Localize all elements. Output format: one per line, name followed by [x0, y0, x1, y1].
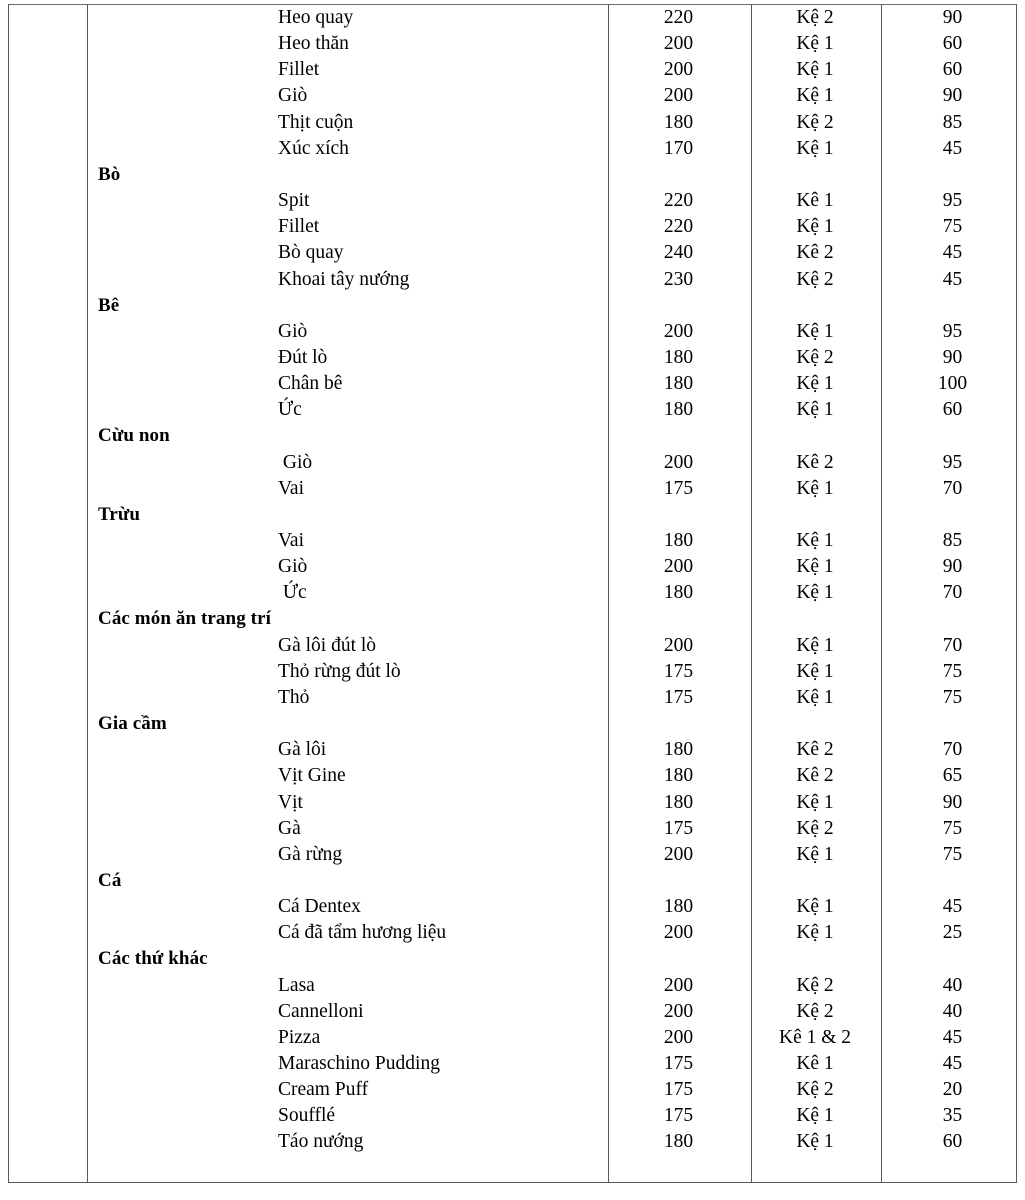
item-temperature-value: 180: [663, 582, 694, 604]
item-time-value: 70: [942, 582, 963, 604]
category-label: Trừu: [98, 503, 141, 525]
item-time-value: 90: [942, 7, 963, 28]
item-temperature-value: 180: [663, 896, 694, 918]
item-shelf-value: Kệ 1: [796, 373, 834, 395]
item-name: Maraschino Pudding: [278, 1053, 440, 1074]
category-row: [8, 946, 1017, 972]
item-time-value: 75: [942, 686, 963, 708]
item-name: Gà: [278, 817, 301, 839]
item-name: Thịt cuộn: [278, 111, 354, 133]
item-temperature-value: 240: [663, 242, 694, 264]
item-temperature-value: 200: [663, 85, 694, 107]
item-temperature-value: 200: [663, 843, 694, 865]
item-temperature-value: 170: [663, 137, 694, 159]
item-shelf-value: Kệ 1: [796, 320, 834, 342]
item-time-value: 85: [942, 111, 963, 133]
item-name: Heo quay: [278, 7, 354, 28]
table-row: [8, 633, 1017, 659]
item-temperature-value: 200: [663, 451, 694, 473]
item-time-value: 20: [942, 1079, 963, 1101]
item-temperature-value: 180: [663, 739, 694, 761]
table-row: [8, 528, 1017, 554]
item-time-value: 90: [942, 85, 963, 107]
item-shelf-value: Kệ 2: [796, 974, 834, 996]
table-row: [8, 345, 1017, 371]
table-row: [8, 83, 1017, 109]
item-temperature-value: 180: [663, 346, 694, 368]
item-time-value: 40: [942, 1000, 963, 1022]
item-shelf-value: Kệ 1: [796, 1105, 834, 1127]
table-row: [8, 1051, 1017, 1077]
item-shelf-value: Kệ 2: [796, 817, 834, 839]
item-shelf-value: Kệ 2: [796, 111, 834, 133]
item-shelf-value: Kệ 1: [796, 660, 834, 682]
table-row: [8, 397, 1017, 423]
item-time-value: 90: [942, 556, 963, 578]
table-row: [8, 920, 1017, 946]
table-row: [8, 1025, 1017, 1051]
item-time-value: 90: [942, 346, 963, 368]
item-time-value: 35: [942, 1105, 963, 1127]
item-temperature-value: 200: [663, 1000, 694, 1022]
table-row: [8, 267, 1017, 293]
table-row: [8, 450, 1017, 476]
item-name: Soufflé: [278, 1105, 336, 1127]
item-name: Thỏ: [278, 686, 310, 708]
category-row: [8, 162, 1017, 188]
item-time-value: 60: [942, 1131, 963, 1153]
item-time-value: 85: [942, 530, 963, 551]
table-row: [8, 214, 1017, 240]
item-temperature-value: 175: [663, 686, 694, 708]
item-name: Vai: [278, 477, 304, 499]
table-row: [8, 816, 1017, 842]
item-time-value: 25: [942, 922, 963, 944]
table-row: [8, 580, 1017, 606]
item-shelf-value: Kệ 1: [796, 33, 834, 55]
item-name: Vịt Gine: [278, 765, 346, 787]
item-temperature-value: 220: [663, 7, 694, 28]
table-row: [8, 136, 1017, 162]
item-temperature-value: 175: [663, 1105, 694, 1127]
item-time-value: 40: [942, 974, 963, 996]
table-row: [8, 685, 1017, 711]
item-time-value: 75: [942, 660, 963, 682]
table-row: [8, 371, 1017, 397]
item-shelf-value: Kệ 1: [796, 216, 834, 238]
table-row: [8, 240, 1017, 266]
item-temperature-value: 180: [663, 111, 694, 133]
item-shelf-value: Kệ 1: [796, 85, 834, 107]
item-name: Táo nướng: [278, 1131, 364, 1153]
item-name: Spit: [278, 190, 310, 212]
table-row: [8, 476, 1017, 502]
item-time-value: 60: [942, 399, 963, 421]
table-row: [8, 763, 1017, 789]
item-name: Ức: [278, 399, 302, 421]
category-label: Bò: [98, 163, 121, 185]
item-time-value: 45: [942, 1053, 963, 1074]
item-name: Vai: [278, 530, 304, 551]
item-shelf-value: Kệ 1: [796, 1131, 834, 1153]
item-name: Đút lò: [278, 346, 328, 368]
item-shelf-value: Kệ 2: [796, 7, 834, 28]
item-temperature-value: 200: [663, 59, 694, 81]
item-temperature-value: 180: [663, 791, 694, 813]
item-shelf-value: Kệ 2: [796, 1000, 834, 1022]
item-temperature-value: 175: [663, 1079, 694, 1101]
item-name: Fillet: [278, 216, 320, 238]
item-temperature-value: 220: [663, 216, 694, 238]
table-body: [8, 4, 1017, 1183]
item-name: Giò: [278, 320, 308, 342]
item-temperature-value: 200: [663, 922, 694, 944]
item-time-value: 70: [942, 477, 963, 499]
table-row: [8, 842, 1017, 868]
item-name: Cá đã tẩm hương liệu: [278, 922, 447, 944]
table-row: [8, 319, 1017, 345]
item-shelf-value: Kệ 1: [796, 59, 834, 81]
item-temperature-value: 175: [663, 1053, 694, 1074]
item-name: Chân bê: [278, 373, 343, 395]
item-time-value: 95: [942, 190, 963, 212]
item-shelf-value: Kệ 2: [796, 346, 834, 368]
item-name: Cream Puff: [278, 1079, 369, 1101]
item-time-value: 90: [942, 791, 963, 813]
item-time-value: 75: [942, 843, 963, 865]
item-shelf-value: Kệ 1: [796, 582, 834, 604]
item-shelf-value: Kệ 1: [796, 137, 834, 159]
item-temperature-value: 200: [663, 320, 694, 342]
item-name: Thỏ rừng đút lò: [278, 660, 401, 682]
item-name: Giò: [278, 556, 308, 578]
item-temperature-value: 175: [663, 660, 694, 682]
item-name: Giò: [278, 85, 308, 107]
item-time-value: 70: [942, 739, 963, 761]
item-temperature-value: 180: [663, 399, 694, 421]
item-time-value: 100: [937, 373, 968, 395]
category-label: Gia cầm: [98, 713, 167, 735]
item-name: Ức: [278, 582, 307, 604]
item-name: Gà lôi đút lò: [278, 634, 377, 656]
category-label: Cừu non: [98, 425, 170, 447]
item-time-value: 75: [942, 216, 963, 238]
category-row: [8, 293, 1017, 319]
table-row: [8, 554, 1017, 580]
category-row: [8, 423, 1017, 449]
item-time-value: 45: [942, 137, 963, 159]
item-time-value: 65: [942, 765, 963, 787]
item-shelf-value: Kệ 2: [796, 268, 834, 290]
item-name: Gà rừng: [278, 843, 343, 865]
item-name: Khoai tây nướng: [278, 268, 410, 290]
table-row: [8, 110, 1017, 136]
item-shelf-value: Kệ 1: [796, 896, 834, 918]
item-temperature-value: 175: [663, 817, 694, 839]
item-time-value: 45: [942, 1026, 963, 1048]
item-name: Gà lôi: [278, 739, 327, 761]
item-shelf-value: Kê 1: [796, 1053, 834, 1074]
item-temperature-value: 230: [663, 268, 694, 290]
table-row: [8, 894, 1017, 920]
item-temperature-value: 200: [663, 634, 694, 656]
category-label: Các món ăn trang trí: [98, 608, 271, 630]
table-row: [8, 57, 1017, 83]
item-shelf-value: Kê 2: [796, 765, 834, 787]
table-row: [8, 1077, 1017, 1103]
category-row: [8, 868, 1017, 894]
item-name: Cannelloni: [278, 1000, 364, 1022]
item-temperature-value: 200: [663, 33, 694, 55]
item-temperature-value: 180: [663, 530, 694, 551]
item-shelf-value: Kệ 1: [796, 922, 834, 944]
table-row: [8, 5, 1017, 31]
category-row: [8, 606, 1017, 632]
item-time-value: 95: [942, 320, 963, 342]
item-name: Vịt: [278, 791, 303, 813]
item-time-value: 45: [942, 242, 963, 264]
item-time-value: 95: [942, 451, 963, 473]
category-row: [8, 502, 1017, 528]
item-time-value: 45: [942, 896, 963, 918]
item-name: Cá Dentex: [278, 896, 361, 918]
item-time-value: 60: [942, 33, 963, 55]
table-row: [8, 1129, 1017, 1155]
item-name: Lasa: [278, 974, 315, 996]
item-shelf-value: Kệ 2: [796, 1079, 834, 1101]
item-shelf-value: Kệ 1: [796, 477, 834, 499]
table-row: [8, 31, 1017, 57]
table-row: [8, 188, 1017, 214]
item-temperature-value: 200: [663, 1026, 694, 1048]
item-name: Fillet: [278, 59, 320, 81]
category-label: Bê: [98, 294, 120, 316]
item-temperature-value: 200: [663, 974, 694, 996]
table-row: [8, 973, 1017, 999]
item-shelf-value: Kệ 1: [796, 530, 834, 551]
item-temperature-value: 220: [663, 190, 694, 212]
table-row: [8, 737, 1017, 763]
category-label: Các thứ khác: [98, 948, 208, 970]
item-time-value: 70: [942, 634, 963, 656]
item-shelf-value: Kệ 1: [796, 634, 834, 656]
item-shelf-value: Kê 2: [796, 739, 834, 761]
item-shelf-value: Kê 1: [796, 190, 834, 212]
item-temperature-value: 200: [663, 556, 694, 578]
table-row: [8, 1103, 1017, 1129]
item-temperature-value: 175: [663, 477, 694, 499]
item-shelf-value: Kệ 1: [796, 686, 834, 708]
item-temperature-value: 180: [663, 1131, 694, 1153]
item-shelf-value: Kê 1 & 2: [778, 1026, 852, 1048]
table-row: [8, 790, 1017, 816]
item-shelf-value: Kệ 1: [796, 556, 834, 578]
item-name: Bò quay: [278, 242, 344, 264]
item-time-value: 45: [942, 268, 963, 290]
table-row: [8, 999, 1017, 1025]
table-row: [8, 659, 1017, 685]
item-shelf-value: Kê 2: [796, 451, 834, 473]
item-temperature-value: 180: [663, 373, 694, 395]
item-shelf-value: Kệ 1: [796, 791, 834, 813]
item-name: Xúc xích: [278, 137, 349, 159]
item-name: Heo thăn: [278, 33, 349, 55]
item-shelf-value: Kệ 1: [796, 399, 834, 421]
item-shelf-value: Kê 2: [796, 242, 834, 264]
item-temperature-value: 180: [663, 765, 694, 787]
item-name: Pizza: [278, 1026, 321, 1048]
item-name: Giò: [278, 451, 313, 473]
item-time-value: 60: [942, 59, 963, 81]
category-label: Cá: [98, 869, 122, 891]
item-shelf-value: Kệ 1: [796, 843, 834, 865]
category-row: [8, 711, 1017, 737]
item-time-value: 75: [942, 817, 963, 839]
